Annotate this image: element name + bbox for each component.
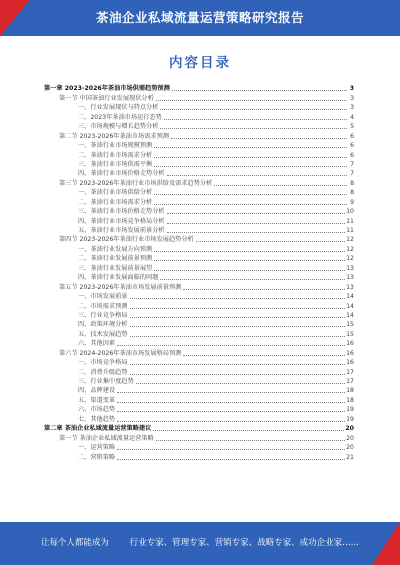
toc-entry[interactable] (44, 320, 354, 329)
toc-page-number: 17 (346, 368, 354, 376)
toc-entry-title: 一、茶油行业市场供给分析 (78, 189, 153, 197)
toc-entry[interactable] (44, 263, 354, 272)
toc-dot-leader (154, 251, 345, 252)
toc-entry[interactable] (44, 131, 354, 140)
toc-entry-title: 二、市场需求预测 (78, 302, 128, 310)
toc-entry[interactable] (44, 235, 354, 244)
toc-dot-leader (130, 317, 346, 318)
toc-page-number: 8 (350, 189, 354, 197)
toc-page-number: 19 (346, 415, 354, 423)
toc-page-number: 13 (346, 264, 354, 272)
toc-entry[interactable] (44, 150, 354, 159)
table-of-contents (44, 84, 354, 462)
toc-dot-leader (130, 374, 346, 375)
toc-entry[interactable] (44, 301, 354, 310)
toc-entry-title: 四、品牌建设 (78, 387, 116, 395)
toc-entry[interactable] (44, 386, 354, 395)
footer-roles: 行业专家、管理专家、营销专家、战略专家、成功企业家…… (129, 538, 360, 548)
toc-dot-leader (183, 289, 345, 290)
toc-entry-title: 第六节 2024-2026年茶油市场发展格局预测 (59, 349, 182, 357)
toc-entry[interactable] (44, 93, 354, 102)
toc-dot-leader (154, 194, 347, 195)
toc-entry-title: 四、政策环境分析 (78, 321, 128, 329)
toc-page-number: 4 (350, 113, 354, 121)
toc-page-number: 16 (346, 340, 354, 348)
toc-entry-title: 三、行业竞争格局 (78, 311, 128, 319)
toc-entry[interactable] (44, 197, 354, 206)
toc-dot-leader (117, 345, 345, 346)
toc-page-number: 7 (350, 160, 354, 168)
toc-entry-title: 二、茶油行业发展前景预测 (78, 255, 153, 263)
footer-text (0, 522, 400, 565)
toc-entry[interactable] (44, 443, 354, 452)
toc-dot-leader (136, 383, 345, 384)
toc-entry[interactable] (44, 188, 354, 197)
toc-page-number: 15 (346, 321, 354, 329)
toc-entry-title: 第二章 茶油企业私域流量运营策略建议 (44, 425, 152, 433)
toc-page-number: 12 (346, 236, 354, 244)
toc-page-number: 16 (346, 349, 354, 357)
toc-entry-title: 六、市场趋势 (78, 406, 116, 414)
toc-dot-leader (130, 364, 346, 365)
toc-page-number: 13 (346, 274, 354, 282)
toc-entry-title: 五、技术发展趋势 (78, 330, 128, 338)
toc-dot-leader (164, 119, 347, 120)
toc-entry-title: 三、茶油行业市场供需平衡 (78, 160, 153, 168)
toc-page-number: 7 (350, 170, 354, 178)
toc-entry[interactable] (44, 405, 354, 414)
toc-page-number: 14 (346, 311, 354, 319)
toc-page-number: 17 (346, 378, 354, 385)
toc-page-number: 13 (346, 283, 354, 291)
toc-page-number: 15 (346, 330, 354, 338)
toc-page-number: 16 (346, 359, 354, 367)
toc-page-number: 18 (346, 387, 354, 395)
toc-page-number: 11 (346, 217, 354, 225)
toc-page-number: 10 (346, 208, 354, 216)
toc-entry-title: 二、茶油行业市场需求分析 (78, 198, 153, 206)
toc-entry-title: 第二节 2023-2026年茶油市场需求预测 (59, 132, 169, 140)
toc-page-number: 11 (346, 227, 354, 234)
toc-entry-title: 二、2023年茶油市场运行态势 (78, 113, 162, 121)
toc-page-number: 6 (350, 132, 354, 140)
toc-dot-leader (154, 147, 347, 148)
toc-entry[interactable] (44, 273, 354, 282)
toc-dot-leader (117, 411, 345, 412)
toc-entry[interactable] (44, 292, 354, 301)
toc-dot-leader (156, 440, 345, 441)
toc-dot-leader (154, 270, 345, 271)
toc-entry-title: 六、其他因素 (78, 340, 116, 348)
toc-page-number: 6 (350, 142, 354, 150)
toc-dot-leader (117, 392, 345, 393)
toc-dot-leader (130, 308, 346, 309)
footer-slogan: 让每个人都能成为 (40, 538, 109, 548)
toc-entry-title: 一、茶油行业发展方向预测 (78, 245, 153, 253)
toc-entry-title: 第一章 2023-2026年茶油市场供需趋势预测 (44, 85, 170, 93)
toc-entry[interactable] (44, 103, 354, 112)
toc-entry[interactable] (44, 367, 354, 376)
toc-entry-title: 三、茶油行业发展前景展望 (78, 264, 153, 272)
toc-entry[interactable] (44, 122, 354, 131)
toc-page-number: 19 (346, 406, 354, 414)
toc-dot-leader (167, 232, 346, 233)
toc-dot-leader (160, 109, 347, 110)
toc-entry-title: 一、运营策略 (78, 444, 116, 452)
toc-dot-leader (172, 90, 347, 91)
toc-dot-leader (160, 279, 345, 280)
toc-page-number: 3 (350, 104, 354, 112)
toc-entry[interactable] (44, 160, 354, 169)
toc-entry-title: 五、茶油行业市场发展前景分析 (78, 227, 165, 234)
toc-entry-title: 第四节 2023-2026年茶油行业市场发展趋势分析 (59, 236, 194, 244)
toc-page-number: 14 (346, 293, 354, 301)
toc-entry[interactable] (44, 112, 354, 121)
toc-entry[interactable] (44, 141, 354, 150)
toc-dot-leader (117, 402, 345, 403)
toc-entry-title: 二、消费升级趋势 (78, 368, 128, 376)
toc-entry[interactable] (44, 452, 354, 461)
toc-dot-leader (167, 213, 346, 214)
toc-heading: 内容目录 (169, 55, 231, 71)
toc-page-number: 12 (346, 245, 354, 253)
toc-entry-title: 四、茶油行业市场价格走势分析 (78, 170, 165, 178)
toc-entry[interactable] (44, 358, 354, 367)
toc-page-number: 18 (346, 396, 354, 404)
report-title: 茶油企业私域流量运营策略研究报告 (95, 10, 304, 25)
toc-page-number: 20 (346, 434, 354, 442)
toc-dot-leader (117, 449, 345, 450)
toc-entry[interactable] (44, 244, 354, 253)
toc-page-number: 20 (345, 425, 354, 433)
toc-entry-title: 一、市场发展前景 (78, 293, 128, 301)
toc-dot-leader (160, 128, 347, 129)
toc-dot-leader (214, 185, 347, 186)
toc-dot-leader (117, 421, 345, 422)
toc-entry-title: 一、茶油行业市场规模预测 (78, 142, 153, 150)
toc-page-number: 8 (350, 179, 354, 187)
toc-dot-leader (130, 298, 346, 299)
toc-entry-title: 三、茶油行业市场价格走势分析 (78, 208, 165, 216)
toc-page-number: 6 (350, 151, 354, 159)
toc-dot-leader (183, 355, 345, 356)
toc-entry-title: 二、营销策略 (78, 453, 116, 461)
toc-entry-title: 四、茶油行业市场竞争格局分析 (78, 217, 165, 225)
toc-entry-title: 四、茶油行业发展面临的问题 (78, 274, 159, 282)
toc-entry[interactable] (44, 169, 354, 178)
toc-entry[interactable] (44, 254, 354, 263)
toc-entry[interactable] (44, 226, 354, 235)
toc-entry[interactable] (44, 207, 354, 216)
toc-page-number: 9 (350, 198, 354, 206)
toc-page-number: 3 (350, 94, 354, 102)
toc-dot-leader (154, 166, 347, 167)
toc-entry-title: 七、其他趋势 (78, 415, 116, 423)
toc-entry-title: 一、市场竞争格局 (78, 359, 128, 367)
toc-entry-title: 第三节 2023-2026年茶油行业市场供给及需求趋势分析 (59, 179, 213, 187)
toc-entry-title: 二、茶油行业市场需求分析 (78, 151, 153, 159)
toc-entry-title: 第一节 茶油企业私域流量运营策略 (59, 434, 154, 442)
toc-page-number: 12 (346, 255, 354, 263)
toc-entry[interactable] (44, 424, 354, 433)
toc-entry[interactable] (44, 395, 354, 404)
toc-entry-title: 三、市场规模与增长趋势分析 (78, 123, 159, 131)
toc-entry-title: 第一节 中国茶油行业发展现状分析 (59, 94, 154, 102)
toc-entry[interactable] (44, 178, 354, 187)
toc-page-number: 3 (349, 85, 354, 93)
toc-page-number: 21 (346, 453, 354, 461)
toc-entry-title: 一、行业发展现状与特点分析 (78, 104, 159, 112)
toc-entry-title: 五、渠道变革 (78, 396, 116, 404)
toc-dot-leader (117, 459, 345, 460)
toc-entry-title: 三、行业集中度趋势 (78, 378, 134, 385)
toc-dot-leader (154, 260, 345, 261)
toc-entry[interactable] (44, 282, 354, 291)
toc-page-number: 14 (346, 302, 354, 310)
toc-dot-leader (130, 336, 346, 337)
toc-entry[interactable] (44, 311, 354, 320)
toc-dot-leader (196, 241, 345, 242)
toc-dot-leader (154, 157, 347, 158)
toc-entry[interactable] (44, 377, 354, 386)
toc-page-number: 20 (346, 444, 354, 452)
toc-dot-leader (156, 100, 347, 101)
toc-entry[interactable] (44, 414, 354, 423)
toc-dot-leader (167, 175, 347, 176)
toc-dot-leader (130, 326, 346, 327)
toc-dot-leader (153, 430, 344, 431)
toc-entry-title: 第五节 2023-2026年茶油市场发展前景预测 (59, 283, 182, 291)
toc-entry[interactable] (44, 348, 354, 357)
toc-entry[interactable] (44, 329, 354, 338)
toc-entry[interactable] (44, 84, 354, 93)
toc-dot-leader (171, 138, 347, 139)
toc-entry[interactable] (44, 433, 354, 442)
toc-page-number: 5 (350, 123, 354, 131)
toc-entry[interactable] (44, 216, 354, 225)
toc-dot-leader (167, 223, 346, 224)
toc-dot-leader (154, 204, 347, 205)
toc-entry[interactable] (44, 339, 354, 348)
